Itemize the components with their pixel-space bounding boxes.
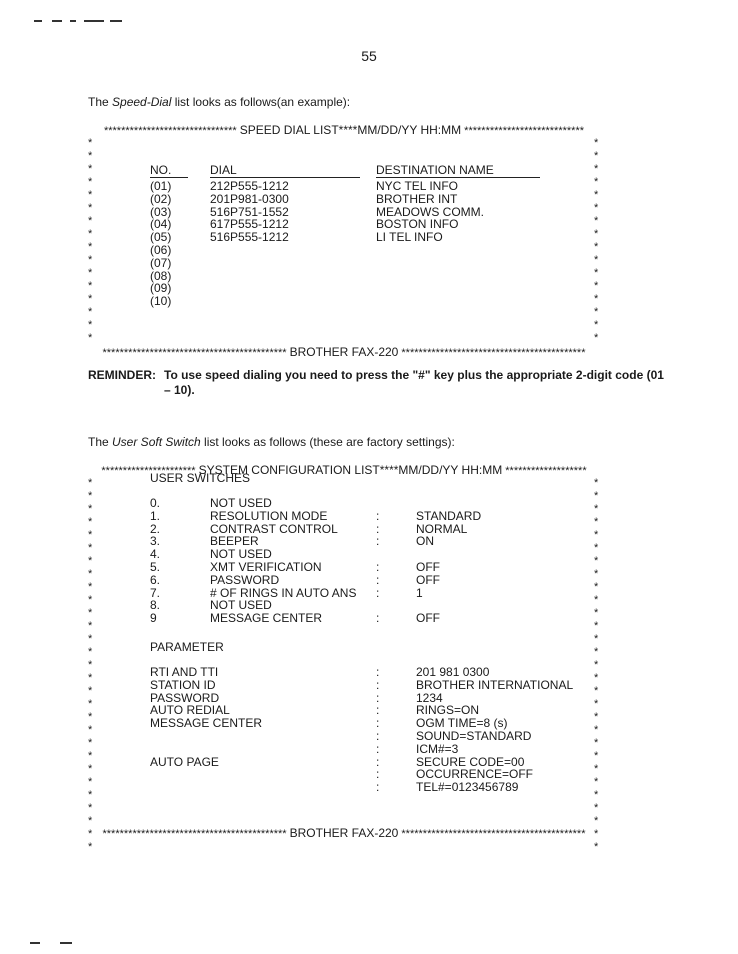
switch-number: 2.: [150, 521, 161, 536]
scan-mark: [34, 20, 42, 22]
system-config-footer: ******************************************* BROTHER FAX-220 *******************************************: [102, 826, 586, 840]
parameter-name: AUTO PAGE: [150, 754, 219, 769]
scan-mark: [30, 942, 40, 944]
switch-name: # OF RINGS IN AUTO ANS: [210, 585, 357, 600]
page-number: 55: [361, 48, 377, 64]
speed-dial-no: (10): [150, 294, 172, 309]
speed-dial-intro: The Speed-Dial list looks as follows(an example):: [88, 95, 351, 109]
switch-value: OFF: [416, 560, 440, 574]
switch-colon: :: [376, 521, 380, 536]
speed-dial-no: (06): [150, 243, 172, 257]
speed-dial-no: (07): [150, 255, 172, 270]
speed-dial-no: (09): [150, 281, 172, 296]
left-border-stars: * * * * * * * * * * * * * * * * * * * * * * * * * * * * *: [88, 477, 93, 853]
scan-mark: [84, 20, 104, 22]
scan-mark: [110, 20, 122, 22]
speed-dial-number: 516P751-1552: [210, 204, 289, 219]
switch-number: 1.: [150, 508, 161, 523]
switch-name: NOT USED: [210, 547, 272, 562]
right-border-stars: * * * * * * * * * * * * * * * *: [594, 137, 599, 344]
parameter-colon: :: [376, 690, 380, 705]
speed-dial-no: (01): [150, 179, 172, 193]
parameter-title: PARAMETER: [150, 640, 224, 654]
speed-dial-destination: BROTHER INT: [376, 191, 458, 206]
parameter-colon: :: [376, 677, 380, 692]
parameter-colon: :: [376, 780, 380, 795]
speed-dial-footer: ******************************************* BROTHER FAX-220 *******************************************: [102, 345, 586, 359]
parameter-value: BROTHER INTERNATIONAL: [416, 677, 574, 692]
speed-dial-no: (02): [150, 191, 172, 206]
parameter-name: STATION ID: [150, 677, 216, 692]
scan-mark: [70, 20, 76, 22]
parameter-value: OCCURRENCE=OFF: [416, 767, 534, 782]
switch-number: 3.: [150, 534, 161, 549]
parameter-colon: :: [376, 716, 380, 731]
switch-number: 8.: [150, 598, 161, 613]
col-header-destination: DESTINATION NAME: [376, 164, 540, 178]
speed-dial-destination: MEADOWS COMM.: [376, 204, 484, 219]
switch-value: STANDARD: [416, 508, 482, 523]
speed-dial-no: (03): [150, 204, 172, 219]
speed-dial-no: (05): [150, 230, 172, 245]
parameter-value: 201 981 0300: [416, 665, 490, 679]
switch-number: 6.: [150, 572, 161, 587]
switch-number: 7.: [150, 585, 161, 600]
left-border-stars: * * * * * * * * * * * * * * * *: [88, 137, 93, 344]
switch-value: ON: [416, 534, 434, 549]
speed-dial-number: 201P981-0300: [210, 191, 289, 206]
parameter-colon: :: [376, 741, 380, 756]
switch-number: 9: [150, 611, 157, 626]
speed-dial-destination: BOSTON INFO: [376, 217, 459, 232]
parameter-name: RTI AND TTI: [150, 665, 219, 679]
right-border-stars: * * * * * * * * * * * * * * * * * * * * * * * * * * * * *: [594, 477, 599, 853]
parameter-name: PASSWORD: [150, 690, 220, 705]
switch-name: RESOLUTION MODE: [210, 508, 328, 523]
switch-name: PASSWORD: [210, 572, 280, 587]
speed-dial-number: 516P555-1212: [210, 230, 289, 245]
switch-colon: :: [376, 534, 380, 549]
parameter-colon: :: [376, 665, 380, 679]
parameter-value: OGM TIME=8 (s): [416, 716, 508, 731]
speed-dial-destination: LI TEL INFO: [376, 230, 443, 245]
switch-value: 1: [416, 585, 423, 600]
parameter-colon: :: [376, 754, 380, 769]
switch-value: OFF: [416, 611, 440, 626]
switch-number: 5.: [150, 560, 161, 574]
system-config-header: ********************** SYSTEM CONFIGURATION LIST****MM/DD/YY HH:MM *******************: [101, 463, 587, 477]
parameter-name: AUTO REDIAL: [150, 703, 230, 718]
parameter-value: RINGS=ON: [416, 703, 480, 718]
switch-colon: :: [376, 572, 380, 587]
speed-dial-no: (08): [150, 268, 172, 283]
switch-name: NOT USED: [210, 496, 272, 510]
switch-colon: :: [376, 585, 380, 600]
switch-name: NOT USED: [210, 598, 272, 613]
switch-number: 4.: [150, 547, 161, 562]
speed-dial-no: (04): [150, 217, 172, 232]
scan-mark: [52, 20, 62, 22]
switch-value: OFF: [416, 572, 440, 587]
soft-switch-intro: The User Soft Switch list looks as follows (these are factory settings):: [88, 435, 455, 449]
switch-colon: :: [376, 560, 380, 574]
col-header-dial: DIAL: [210, 164, 360, 178]
speed-dial-number: 212P555-1212: [210, 179, 289, 193]
switch-number: 0.: [150, 496, 161, 510]
parameter-colon: :: [376, 767, 380, 782]
switch-name: CONTRAST CONTROL: [210, 521, 338, 536]
switch-colon: :: [376, 508, 380, 523]
scan-mark: [60, 942, 72, 944]
speed-dial-number: 617P555-1212: [210, 217, 289, 232]
parameter-value: SECURE CODE=00: [416, 754, 525, 769]
reminder-text: To use speed dialing you need to press the "#" key plus the appropriate 2-digit code (01 – 10).: [164, 368, 664, 397]
reminder-label: REMINDER:: [88, 368, 156, 382]
speed-dial-destination: NYC TEL INFO: [376, 179, 459, 193]
switch-value: NORMAL: [416, 521, 468, 536]
parameter-value: SOUND=STANDARD: [416, 729, 532, 743]
parameter-value: 1234: [416, 690, 443, 705]
switch-name: MESSAGE CENTER: [210, 611, 323, 626]
switch-name: BEEPER: [210, 534, 259, 549]
col-header-no: NO.: [150, 164, 188, 178]
switch-colon: :: [376, 611, 380, 626]
parameter-value: ICM#=3: [416, 741, 459, 756]
switch-name: XMT VERIFICATION: [210, 560, 322, 574]
parameter-colon: :: [376, 703, 380, 718]
parameter-colon: :: [376, 729, 380, 743]
speed-dial-header: ******************************* SPEED DIAL LIST****MM/DD/YY HH:MM ****************************: [103, 123, 585, 137]
parameter-value: TEL#=0123456789: [416, 780, 519, 795]
parameter-name: MESSAGE CENTER: [150, 716, 263, 731]
user-switches-title: USER SWITCHES: [150, 471, 251, 485]
